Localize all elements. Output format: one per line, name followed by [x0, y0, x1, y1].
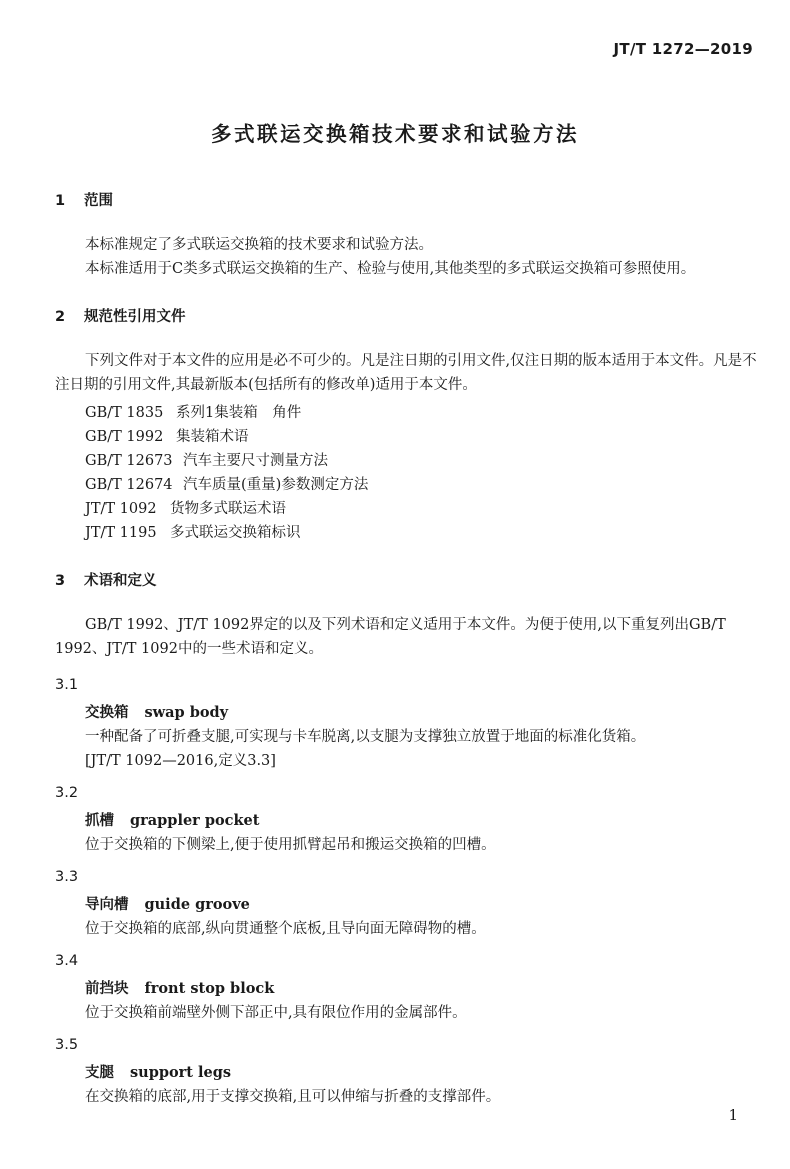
- page-number: 1: [728, 1106, 738, 1124]
- term-heading: [85, 1061, 231, 1082]
- reference-code: GB/T 12674: [85, 477, 173, 493]
- term-number: 3.4: [55, 953, 79, 969]
- section-number: 3: [55, 573, 66, 589]
- term-definition: 位于交换箱的下侧梁上,便于使用抓臂起吊和搬运交换箱的凹槽。: [85, 837, 496, 853]
- reference-code: GB/T 1992: [85, 429, 164, 445]
- term-heading: [85, 893, 250, 914]
- term-chinese: 前挡块: [85, 981, 129, 997]
- paragraph: 本标准规定了多式联运交换箱的技术要求和试验方法。: [85, 237, 433, 253]
- term-number: 3.3: [55, 869, 79, 885]
- reference-code: GB/T 1835: [85, 405, 164, 421]
- term-english: grappler pocket: [130, 812, 260, 829]
- term-english: front stop block: [144, 980, 275, 997]
- term-chinese: 支腿: [85, 1065, 114, 1081]
- term-chinese: 导向槽: [85, 897, 129, 913]
- term-definition: 一种配备了可折叠支腿,可实现与卡车脱离,以支腿为支撑独立放置于地面的标准化货箱。: [85, 729, 646, 745]
- section-heading-terms-and-definitions: [55, 569, 157, 590]
- reference-title: 集装箱术语: [176, 429, 249, 445]
- term-heading: [85, 809, 259, 830]
- section-title: 术语和定义: [84, 573, 157, 589]
- reference-title: 系列1集装箱 角件: [176, 405, 302, 421]
- reference-item: [85, 521, 301, 542]
- document-title: 多式联运交换箱技术要求和试验方法: [211, 122, 579, 146]
- term-definition: 在交换箱的底部,用于支撑交换箱,且可以伸缩与折叠的支撑部件。: [85, 1089, 501, 1105]
- reference-code: GB/T 12673: [85, 453, 173, 469]
- reference-item: [85, 449, 328, 470]
- reference-item: [85, 473, 368, 494]
- reference-title: 汽车主要尺寸测量方法: [183, 453, 328, 469]
- term-source: [JT/T 1092—2016,定义3.3]: [85, 753, 276, 769]
- term-heading: [85, 977, 274, 998]
- term-number: 3.1: [55, 677, 79, 693]
- term-definition: 位于交换箱前端壁外侧下部正中,具有限位作用的金属部件。: [85, 1005, 467, 1021]
- reference-title: 汽车质量(重量)参数测定方法: [183, 477, 369, 493]
- reference-item: [85, 401, 301, 422]
- term-number: 3.5: [55, 1037, 79, 1053]
- section-number: 1: [55, 193, 66, 209]
- term-number: 3.2: [55, 785, 79, 801]
- section-title: 规范性引用文件: [84, 309, 186, 325]
- section-title: 范围: [84, 193, 113, 209]
- reference-code: JT/T 1092: [85, 501, 157, 517]
- term-chinese: 抓槽: [85, 813, 114, 829]
- section-number: 2: [55, 309, 66, 325]
- term-heading: [85, 701, 228, 722]
- reference-item: [85, 497, 286, 518]
- standard-number: JT/T 1272—2019: [613, 40, 753, 58]
- term-english: support legs: [130, 1064, 232, 1081]
- reference-title: 货物多式联运术语: [170, 501, 286, 517]
- term-english: swap body: [144, 704, 229, 721]
- paragraph: 下列文件对于本文件的应用是必不可少的。凡是注日期的引用文件,仅注日期的版本适用于本文件。凡是不注日期的引用文件,其最新版本(包括所有的修改单)适用于本文件。: [55, 353, 757, 393]
- term-english: guide groove: [144, 896, 250, 913]
- paragraph: 本标准适用于C类多式联运交换箱的生产、检验与使用,其他类型的多式联运交换箱可参照使用。: [85, 261, 696, 277]
- reference-item: [85, 425, 249, 446]
- term-chinese: 交换箱: [85, 705, 129, 721]
- section-heading-normative-references: [55, 305, 186, 326]
- term-definition: 位于交换箱的底部,纵向贯通整个底板,且导向面无障碍物的槽。: [85, 921, 486, 937]
- reference-title: 多式联运交换箱标识: [170, 525, 301, 541]
- reference-code: JT/T 1195: [85, 525, 157, 541]
- section-heading-scope: [55, 189, 113, 210]
- paragraph: GB/T 1992、JT/T 1092界定的以及下列术语和定义适用于本文件。为便于使用,以下重复列出GB/T 1992、JT/T 1092中的一些术语和定义。: [55, 617, 726, 657]
